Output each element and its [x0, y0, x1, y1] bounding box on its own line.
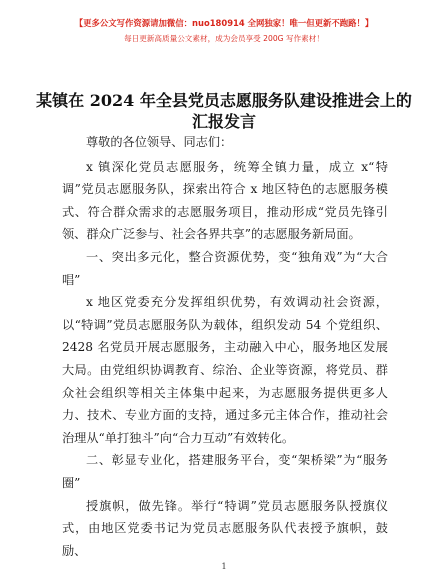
document-title: 某镇在 2024 年全县党员志愿服务队建设推进会上的汇报发言	[36, 91, 412, 131]
promo-banner-line1: 【更多公文写作资源请加微信：nuo180914 全网独家！唯一但更新不跑路！】	[74, 18, 374, 28]
document-body	[62, 131, 388, 562]
section-heading-2: 二、彰显专业化，搭建服务平台，变“架桥梁”为“服务圈”	[62, 453, 388, 490]
promo-banner	[0, 16, 448, 46]
paragraph-intro: x 镇深化党员志愿服务，统筹全镇力量，成立 x“特调”党员志愿服务队，探索出符合 x 地区特色的志愿服务模式、符合群众需求的志愿服务项目，推动形成“党员先锋引领、群众广泛参与、社会各界共享”的志愿服务新局面。	[62, 159, 388, 242]
greeting: 尊敬的各位领导、同志们：	[86, 135, 233, 149]
promo-banner-line2: 每日更新高质量公文素材，成为会员享受 200G 写作素材！	[124, 34, 324, 43]
paragraph-section-2: 授旗帜，做先锋。举行“特调”党员志愿服务队授旗仪式，由地区党委书记为党员志愿服务队代表授予旗帜，鼓励、	[62, 498, 388, 558]
section-heading-1: 一、突出多元化，整合资源优势，变“独角戏”为“大合唱”	[62, 249, 388, 287]
page-number: 1	[221, 562, 227, 571]
paragraph-section-1: x 地区党委充分发挥组织优势，有效调动社会资源，以“特调”党员志愿服务队为载体，组织发动 54 个党组织、2428 名党员开展志愿服务，主动融入中心，服务地区发展大局。由党组织协调教育、综治、企业等资源，将党员、群众社会组织等相关主体集中起来，为志愿服务提供更多人力、技术、专业方面的支持，通过多元主体合作，推动社会治理从“单打独斗”向“合力互动”有效转化。	[62, 295, 388, 445]
